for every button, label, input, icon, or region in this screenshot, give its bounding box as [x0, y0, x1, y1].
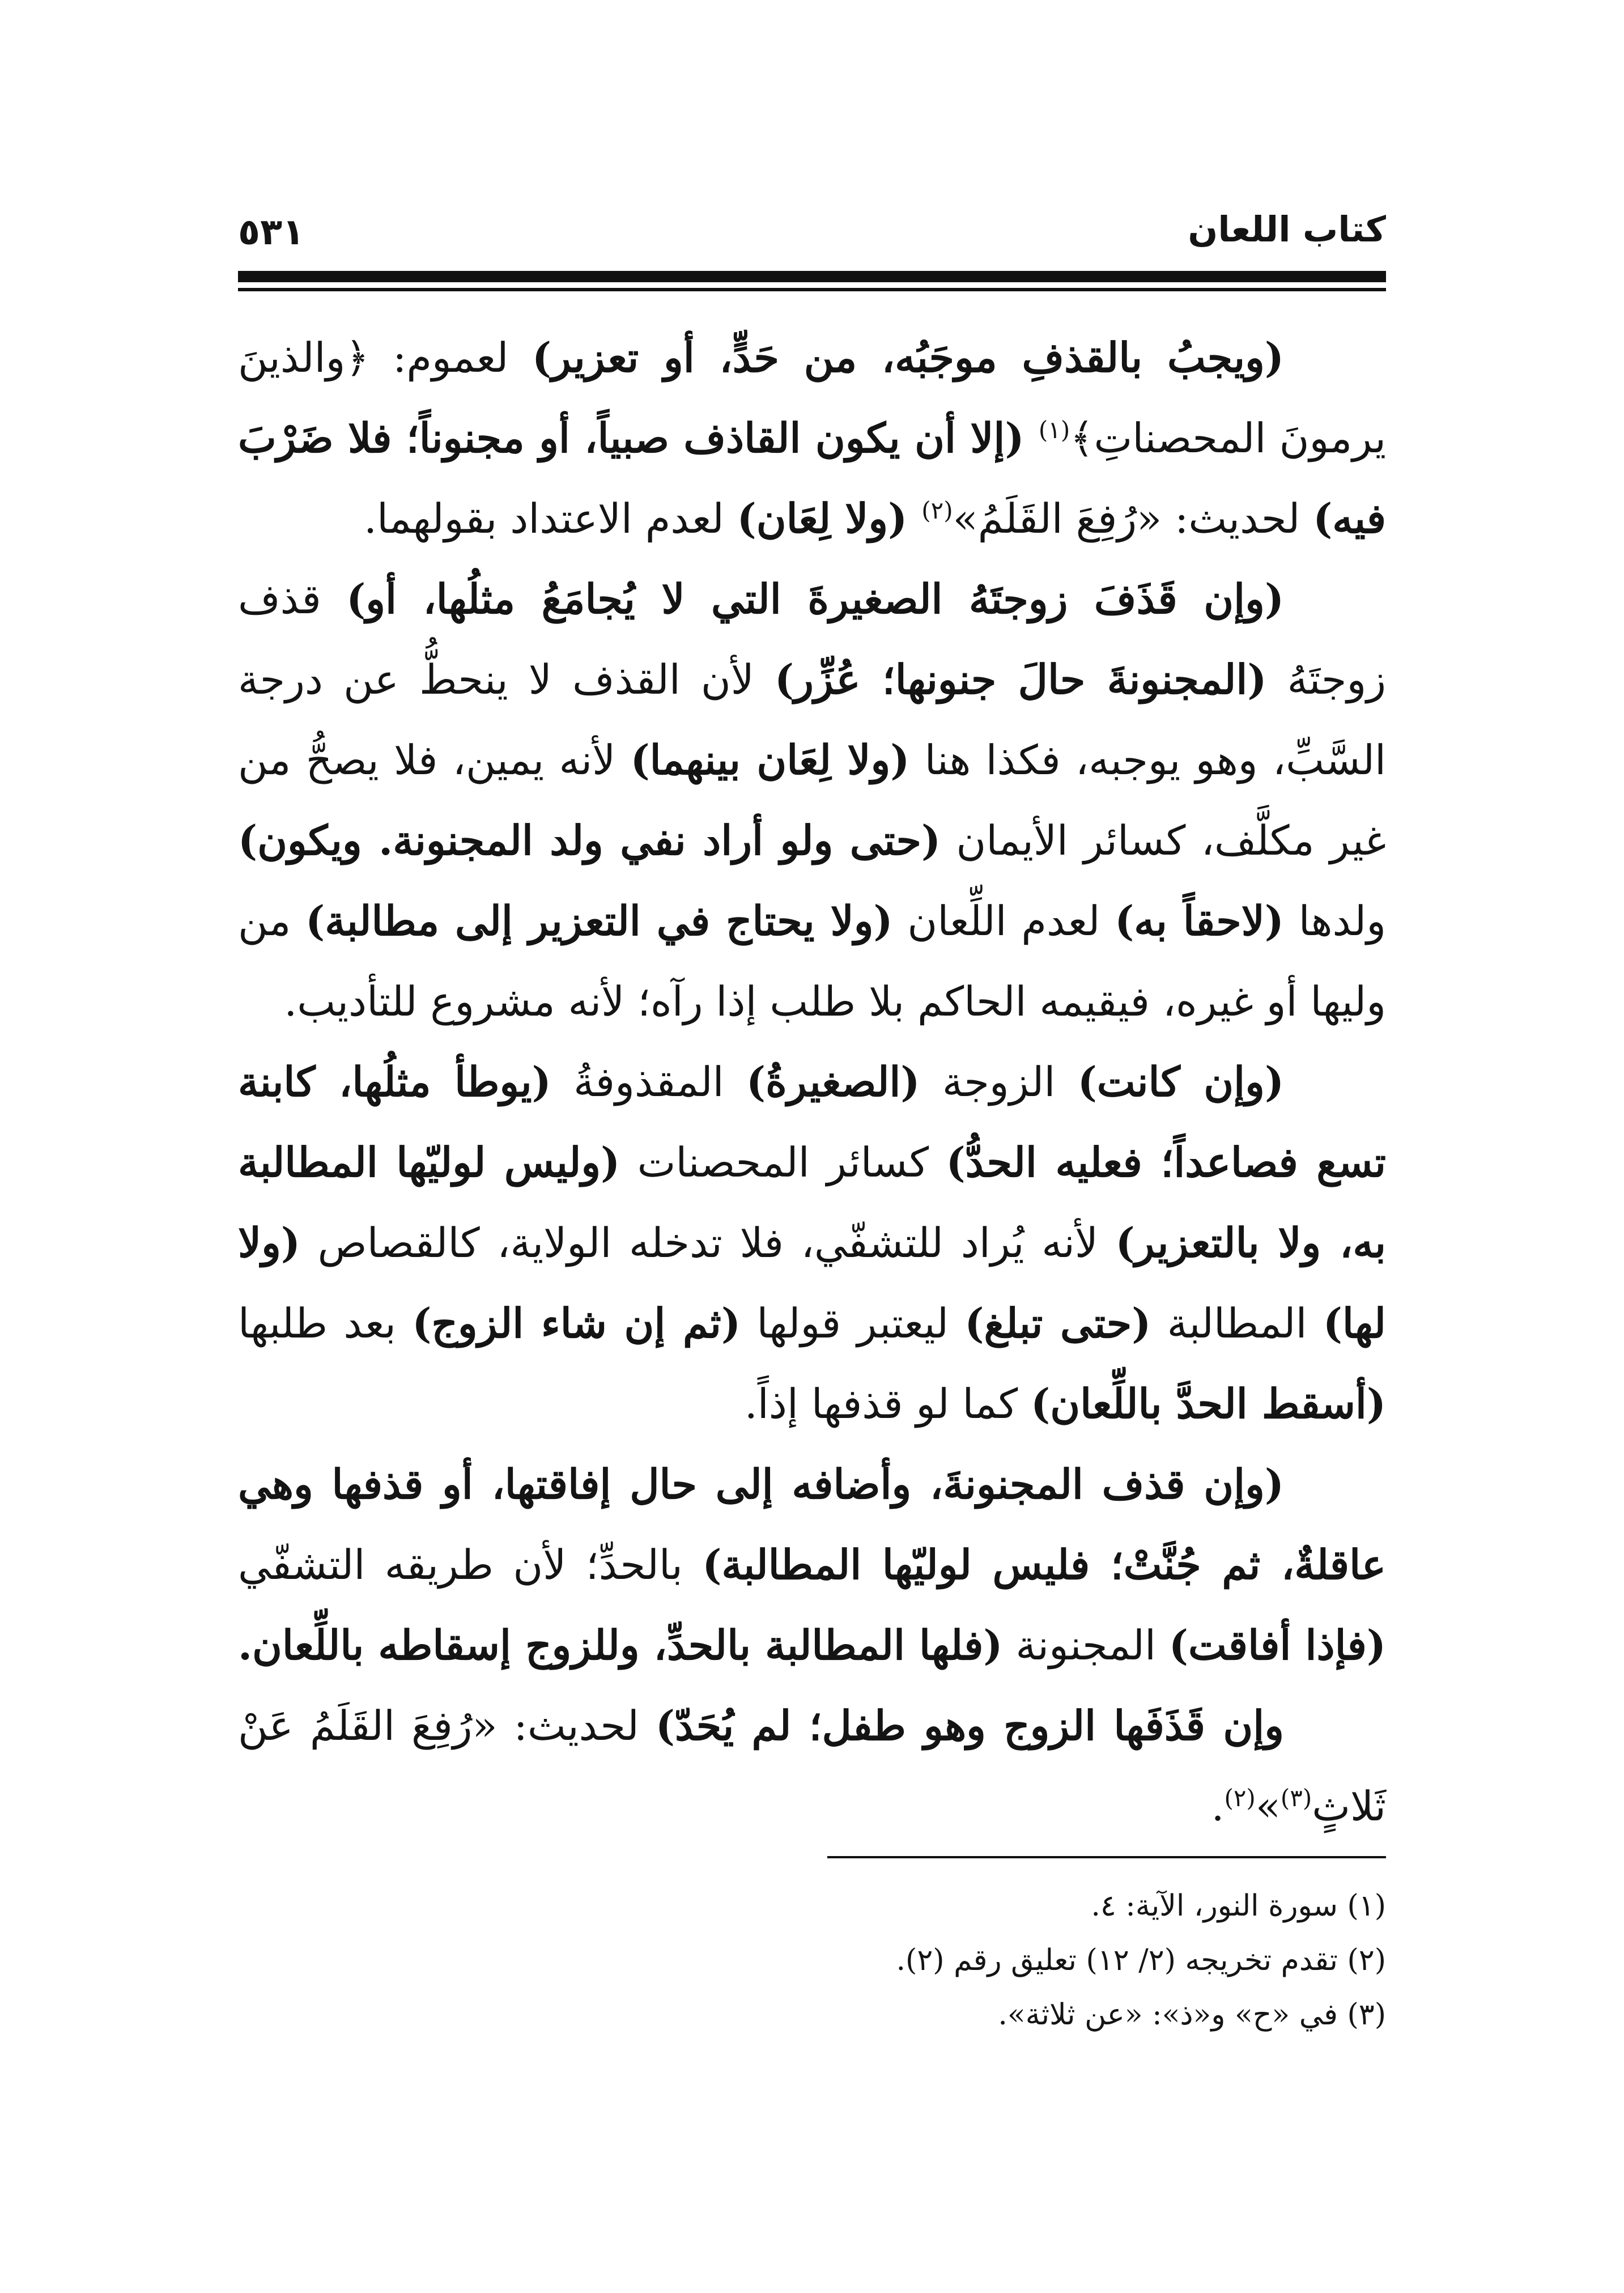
text-run: قذف زوجتَهُ: [238, 575, 1386, 703]
text-run: (يوطأ مثلُها، كابنة تسع فصاعداً؛ فعليه الحدُّ): [238, 1058, 1386, 1186]
footnote-ref: (١): [1038, 416, 1070, 444]
text-run: (ثم إن شاء الزوج): [412, 1299, 741, 1347]
text-run: ولدها: [1283, 897, 1387, 945]
text-run: لعموم:: [369, 334, 532, 381]
header-rule-thin: [238, 288, 1386, 291]
text-run: لحديث: «رُفِعَ القَلَمُ عَنْ ثَلاثٍ: [238, 1702, 1386, 1830]
text-run: لأنه يُراد للتشفّي، فلا تدخله الولاية، كالقصاص: [300, 1219, 1116, 1267]
text-run: (ويجبُ بالقذفِ موجَبُه، من حَدٍّ، أو تعزير): [532, 333, 1284, 381]
footnote-ref: (٢): [921, 496, 953, 524]
page-number: ٥٣١: [238, 211, 305, 253]
text-run: الزوجة: [920, 1058, 1078, 1106]
paragraph: [238, 1685, 1386, 1846]
main-text: [238, 317, 1386, 1846]
text-run: (فلها المطالبة بالحدِّ، وللزوج إسقاطه باللِّعان.: [237, 1621, 1003, 1669]
text-run: ﴿والذينَ يرمونَ المحصناتِ﴾: [238, 334, 1387, 462]
text-run: كما لو قذفها إذاً.: [744, 1380, 1031, 1428]
text-run: (ولا لِعَان): [737, 494, 922, 542]
text-run: (أسقط الحدَّ باللِّعان): [1031, 1379, 1386, 1428]
text-run: لعدم الاعتداد بقولهما.: [364, 495, 737, 542]
chapter-title: كتاب اللعان: [1188, 209, 1386, 250]
header-rule-thick: [238, 271, 1386, 282]
footnote-divider: [827, 1856, 1386, 1858]
text-run: بعد طلبها: [238, 1300, 413, 1347]
text-run: (وإن قذف المجنونةَ، وأضافه إلى حال إفاقتها، أو قذفها وهي عاقلةٌ، ثم جُنَّتْ؛ فليس لوليّها المطالبة): [238, 1460, 1386, 1589]
paragraph: [238, 1444, 1386, 1685]
footnote-3: (٣) في «ح» و«ذ»: «عن ثلاثة».: [998, 1998, 1386, 2032]
text-run: لعدم اللِّعان: [892, 897, 1115, 945]
text-run: المطالبة: [1151, 1300, 1323, 1347]
footnote-ref: (٣): [1280, 1784, 1312, 1812]
text-run: (ولا لها): [238, 1218, 1386, 1347]
text-run: لأنه يمين، فلا يصحُّ من غير مكلَّف، كسائر الأيمان: [238, 736, 1387, 864]
paragraph: [238, 317, 1386, 559]
text-run: لأن القذف لا ينحطُّ عن درجة السَّبِّ، وهو يوجبه، فكذا هنا: [238, 656, 1387, 784]
text-run: (لاحقاً به): [1115, 897, 1284, 945]
text-run: .: [1211, 1782, 1225, 1830]
text-run: من وليها أو غيره، فيقيمه الحاكم بلا طلب إذا رآه؛ لأنه مشروع للتأديب.: [238, 897, 1386, 1025]
text-run: (إلا أن يكون القاذف صبياً، أو مجنوناً؛ فلا ضَرْبَ فيه): [238, 414, 1386, 542]
text-run: وإن قَذَفَها الزوج وهو طفل؛ لم يُحَدّ): [655, 1701, 1284, 1750]
text-run: (الصغيرةُ): [746, 1058, 920, 1106]
footnotes: [238, 1879, 1386, 2042]
text-run: ليعتبر قولها: [741, 1300, 965, 1347]
text-run: بالحدِّ؛ لأن طريقه التشفّي: [238, 1541, 703, 1589]
footnote-2: (٢) تقدم تخريجه (٢/ ١٢) تعليق رقم (٢).: [896, 1943, 1386, 1977]
text-run: (وإن قَذَفَ زوجتَهُ الصغيرةَ التي لا يُجامَعُ مثلُها، أو): [346, 575, 1285, 623]
paragraph: [238, 1042, 1386, 1444]
text-run: المجنونة: [1002, 1621, 1169, 1669]
text-run: كسائر المحصنات: [620, 1139, 946, 1186]
page-header: [238, 204, 1386, 266]
text-run: (فإذا أفاقت): [1168, 1621, 1386, 1669]
text-run: لحديث: «رُفِعَ القَلَمُ»: [953, 495, 1313, 542]
footnote-ref: (٢): [1224, 1784, 1256, 1812]
text-run: المقذوفةُ: [551, 1058, 747, 1106]
text-run: (حتى تبلغ): [964, 1299, 1151, 1347]
text-run: (المجنونةَ حالَ جنونها؛ عُزِّر): [775, 655, 1267, 703]
text-run: (وليس لوليّها المطالبة به، ولا بالتعزير): [238, 1138, 1386, 1267]
text-run: (ولا يحتاج في التعزير إلى مطالبة): [305, 897, 893, 945]
paragraph: [238, 559, 1386, 1042]
text-run: (وإن كانت): [1077, 1058, 1285, 1106]
text-run: »: [1255, 1782, 1281, 1830]
footnote-1: (١) سورة النور، الآية: ٤.: [1091, 1889, 1386, 1923]
text-run: (حتى ولو أراد نفي ولد المجنونة. ويكون): [238, 816, 941, 864]
text-run: (ولا لِعَان بينهما): [630, 736, 910, 784]
